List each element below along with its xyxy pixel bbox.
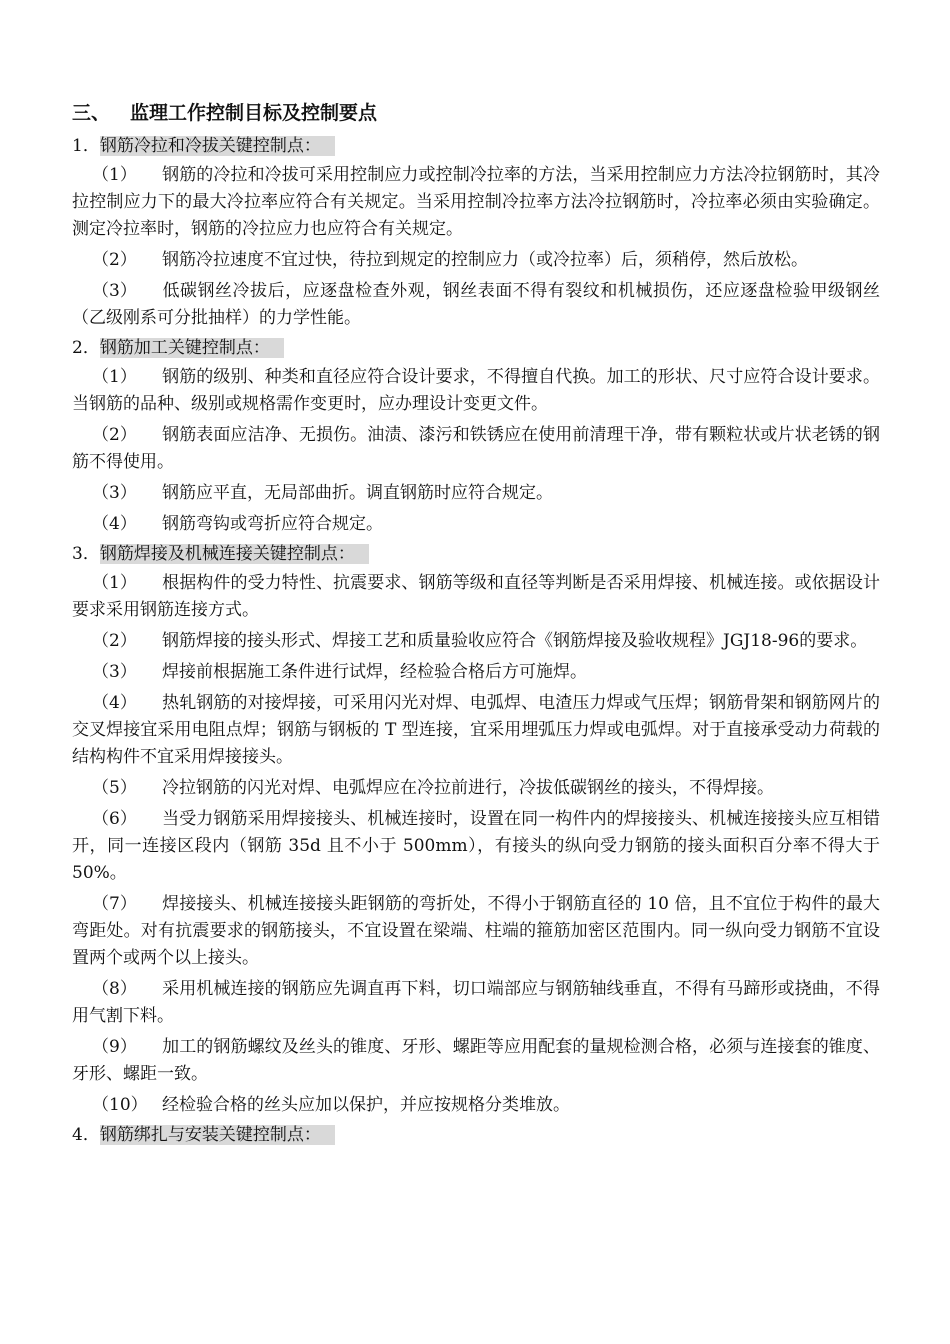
item-number: （7）	[92, 894, 137, 914]
list-item	[72, 891, 880, 972]
item-number: （3）	[92, 281, 137, 301]
item-number: （2）	[92, 250, 137, 270]
list-item	[72, 1034, 880, 1088]
item-text: 当受力钢筋采用焊接接头、机械连接时，设置在同一构件内的焊接接头、机械连接接头应互相错开，同一连接区段内（钢筋 35d 且不小于 500mm），有接头的纵向受力钢筋的接头面积百分率不得大于 50%。	[72, 809, 880, 883]
item-text: 经检验合格的丝头应加以保护，并应按规格分类堆放。	[162, 1095, 570, 1115]
title-text: 监理工作控制目标及控制要点	[130, 102, 378, 124]
section-heading-text: 钢筋加工关键控制点：	[100, 338, 284, 358]
item-text: 钢筋冷拉速度不宜过快，待拉到规定的控制应力（或冷拉率）后，须稍停，然后放松。	[162, 250, 808, 270]
item-text: 热轧钢筋的对接焊接，可采用闪光对焊、电弧焊、电渣压力焊或气压焊；钢筋骨架和钢筋网片的交叉焊接宜采用电阻点焊；钢筋与钢板的 T 型连接，宜采用埋弧压力焊或电弧焊。对于直接承受动力荷载的结构构件不宜采用焊接接头。	[72, 693, 880, 767]
section-number: 1．	[72, 136, 100, 156]
item-number: （1）	[92, 367, 137, 387]
list-item	[72, 422, 880, 476]
item-text: 钢筋焊接的接头形式、焊接工艺和质量验收应符合《钢筋焊接及验收规程》JGJ18-96的要求。	[162, 631, 868, 651]
section-heading-text: 钢筋焊接及机械连接关键控制点：	[100, 544, 369, 564]
section-heading-2	[72, 336, 880, 360]
title-number: 三、	[72, 102, 111, 124]
item-text: 钢筋表面应洁净、无损伤。油渍、漆污和铁锈应在使用前清理干净，带有颗粒状或片状老锈的钢筋不得使用。	[72, 425, 880, 472]
list-item	[72, 511, 880, 538]
document-page	[72, 96, 880, 1151]
item-number: （8）	[92, 979, 137, 999]
list-item	[72, 806, 880, 887]
list-item	[72, 570, 880, 624]
list-item	[72, 659, 880, 686]
list-item	[72, 364, 880, 418]
item-number: （6）	[92, 809, 137, 829]
section-number: 3．	[72, 544, 100, 564]
item-number: （2）	[92, 425, 137, 445]
list-item	[72, 278, 880, 332]
item-number: （3）	[92, 483, 137, 503]
page-title	[72, 100, 880, 126]
item-text: 采用机械连接的钢筋应先调直再下料，切口端部应与钢筋轴线垂直，不得有马蹄形或挠曲，不得用气割下料。	[72, 979, 880, 1026]
item-text: 冷拉钢筋的闪光对焊、电弧焊应在冷拉前进行，冷拔低碳钢丝的接头，不得焊接。	[162, 778, 774, 798]
item-text: 钢筋的级别、种类和直径应符合设计要求，不得擅自代换。加工的形状、尺寸应符合设计要求。当钢筋的品种、级别或规格需作变更时，应办理设计变更文件。	[72, 367, 880, 414]
section-heading-text: 钢筋冷拉和冷拔关键控制点：	[100, 136, 335, 156]
item-number: （9）	[92, 1037, 137, 1057]
item-text: 低碳钢丝冷拔后，应逐盘检查外观，钢丝表面不得有裂纹和机械损伤，还应逐盘检验甲级钢丝（乙级刚系可分批抽样）的力学性能。	[72, 281, 880, 328]
item-text: 钢筋弯钩或弯折应符合规定。	[162, 514, 383, 534]
item-text: 加工的钢筋螺纹及丝头的锥度、牙形、螺距等应用配套的量规检测合格，必须与连接套的锥度、牙形、螺距一致。	[72, 1037, 880, 1084]
item-text: 焊接前根据施工条件进行试焊，经检验合格后方可施焊。	[162, 662, 587, 682]
item-text: 根据构件的受力特性、抗震要求、钢筋等级和直径等判断是否采用焊接、机械连接。或依据设计要求采用钢筋连接方式。	[72, 573, 880, 620]
item-text: 焊接接头、机械连接接头距钢筋的弯折处，不得小于钢筋直径的 10 倍，且不宜位于构件的最大弯距处。对有抗震要求的钢筋接头，不宜设置在梁端、柱端的箍筋加密区范围内。同一纵向受力钢筋不宜设置两个或两个以上接头。	[72, 894, 880, 968]
list-item	[72, 1092, 880, 1119]
item-number: （4）	[92, 514, 137, 534]
item-number: （3）	[92, 662, 137, 682]
item-number: （5）	[92, 778, 137, 798]
item-text: 钢筋的冷拉和冷拔可采用控制应力或控制冷拉率的方法，当采用控制应力方法冷拉钢筋时，其冷拉控制应力下的最大冷拉率应符合有关规定。当采用控制冷拉率方法冷拉钢筋时，冷拉率必须由实验确定。测定冷拉率时，钢筋的冷拉应力也应符合有关规定。	[72, 165, 880, 239]
item-number: （1）	[92, 165, 137, 185]
list-item	[72, 480, 880, 507]
item-text: 钢筋应平直，无局部曲折。调直钢筋时应符合规定。	[162, 483, 553, 503]
section-heading-text: 钢筋绑扎与安装关键控制点：	[100, 1125, 335, 1145]
item-number: （10）	[92, 1095, 148, 1115]
list-item	[72, 690, 880, 771]
list-item	[72, 628, 880, 655]
list-item	[72, 247, 880, 274]
section-heading-3	[72, 542, 880, 566]
list-item	[72, 976, 880, 1030]
section-number: 4．	[72, 1125, 100, 1145]
list-item	[72, 162, 880, 243]
item-number: （4）	[92, 693, 137, 713]
section-heading-4	[72, 1123, 880, 1147]
item-number: （2）	[92, 631, 137, 651]
list-item	[72, 775, 880, 802]
section-heading-1	[72, 134, 880, 158]
section-number: 2．	[72, 338, 100, 358]
item-number: （1）	[92, 573, 137, 593]
